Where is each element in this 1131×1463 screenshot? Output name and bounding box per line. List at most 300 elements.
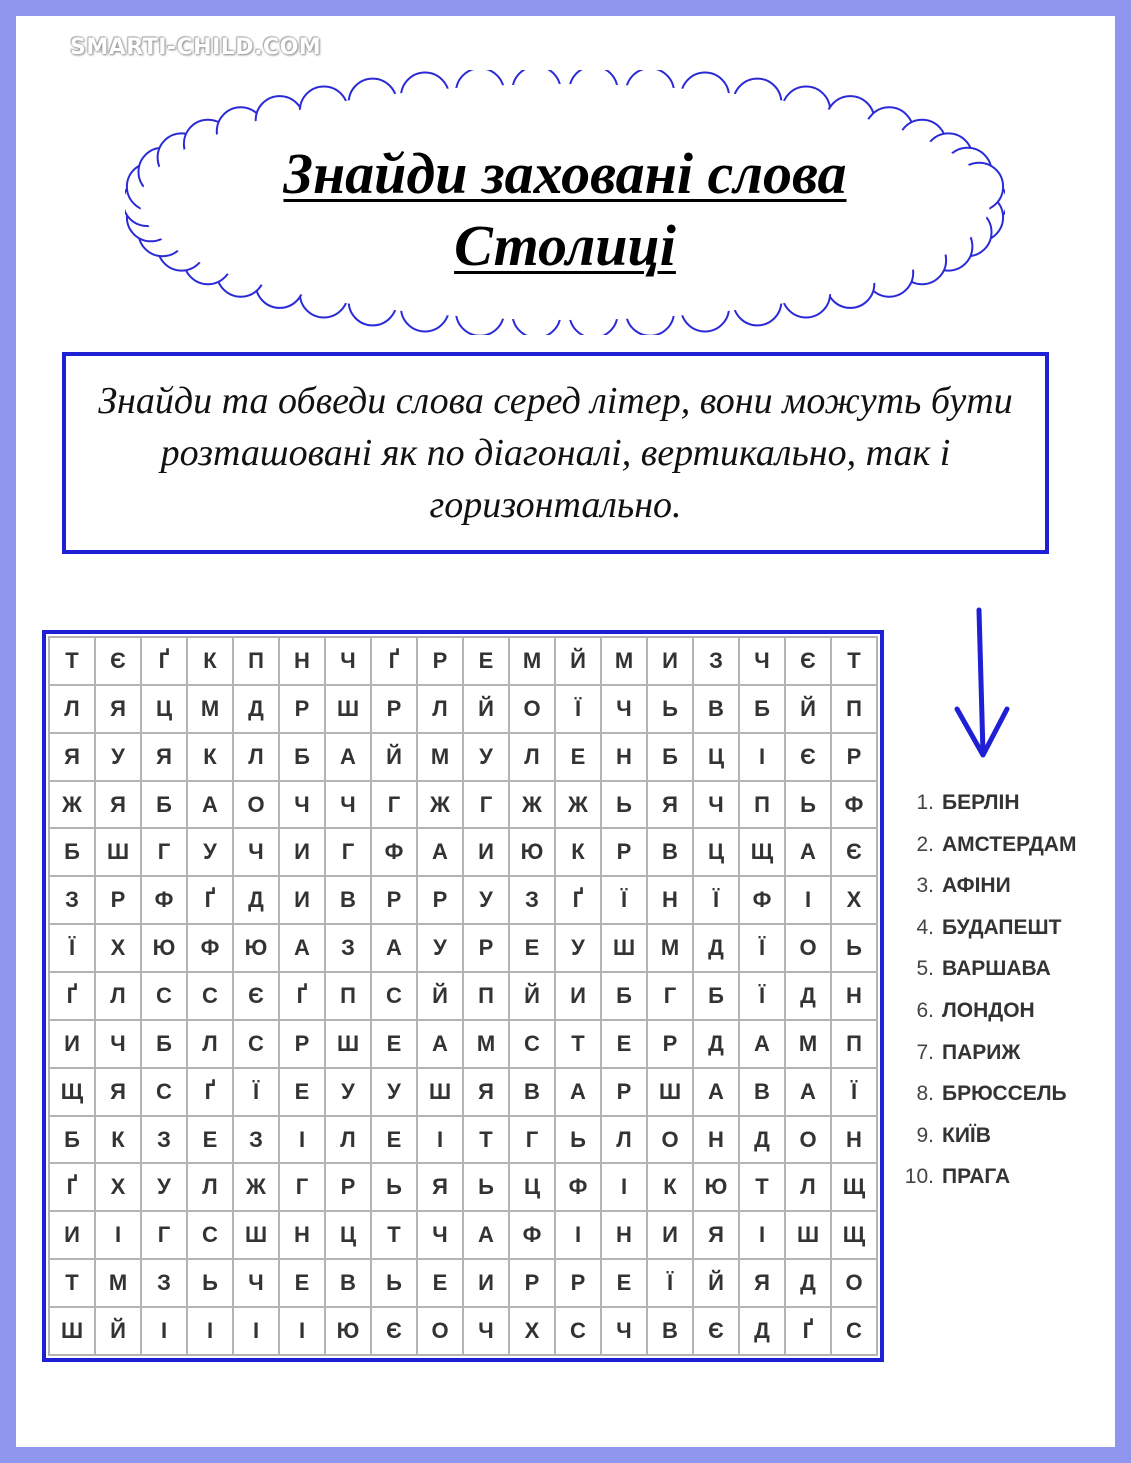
grid-cell[interactable]: Я xyxy=(417,1163,463,1211)
grid-cell[interactable]: Й xyxy=(509,972,555,1020)
word-list-item xyxy=(898,1156,1076,1198)
grid-cell[interactable]: Ь xyxy=(187,1259,233,1307)
grid-cell[interactable]: Й xyxy=(95,1307,141,1355)
grid-cell[interactable]: Т xyxy=(49,637,95,685)
grid-cell[interactable]: У xyxy=(463,733,509,781)
grid-cell[interactable]: Щ xyxy=(739,828,785,876)
grid-cell[interactable]: Ю xyxy=(233,924,279,972)
grid-cell[interactable]: У xyxy=(141,1163,187,1211)
grid-cell[interactable]: И xyxy=(463,1259,509,1307)
instruction-text: Знайди та обведи слова серед літер, вони можуть бути розташовані як по діагоналі, вертикально, так і горизонтально. xyxy=(98,380,1013,526)
grid-cell[interactable]: Ґ xyxy=(141,637,187,685)
grid-cell[interactable]: Є xyxy=(785,637,831,685)
grid-cell[interactable]: Л xyxy=(601,1116,647,1164)
grid-cell[interactable]: У xyxy=(95,733,141,781)
grid-cell[interactable]: Б xyxy=(647,733,693,781)
grid-cell[interactable]: Т xyxy=(371,1211,417,1259)
grid-cell[interactable]: Е xyxy=(187,1116,233,1164)
grid-cell[interactable]: О xyxy=(509,685,555,733)
grid-cell[interactable]: И xyxy=(555,972,601,1020)
grid-cell[interactable]: Т xyxy=(555,1020,601,1068)
grid-cell[interactable]: К xyxy=(187,733,233,781)
grid-cell[interactable]: А xyxy=(463,1211,509,1259)
grid-cell[interactable]: Р xyxy=(371,685,417,733)
grid-cell[interactable]: Ю xyxy=(325,1307,371,1355)
grid-cell[interactable]: Р xyxy=(463,924,509,972)
grid-cell[interactable]: Р xyxy=(95,876,141,924)
word-number: 7. xyxy=(916,1040,934,1064)
grid-cell[interactable]: А xyxy=(555,1068,601,1116)
grid-cell[interactable]: З xyxy=(693,637,739,685)
grid-cell[interactable]: Ц xyxy=(509,1163,555,1211)
grid-cell[interactable]: В xyxy=(693,685,739,733)
grid-cell[interactable]: Л xyxy=(785,1163,831,1211)
word-number: 5. xyxy=(916,957,934,981)
word-number: 9. xyxy=(916,1123,934,1147)
grid-cell[interactable]: Щ xyxy=(49,1068,95,1116)
grid-cell[interactable]: Н xyxy=(601,733,647,781)
grid-cell[interactable]: М xyxy=(601,637,647,685)
grid-cell[interactable]: Е xyxy=(509,924,555,972)
grid-cell[interactable]: Я xyxy=(463,1068,509,1116)
word-list-item xyxy=(898,948,1076,990)
grid-cell[interactable]: Т xyxy=(831,637,877,685)
grid-cell[interactable]: Е xyxy=(371,1020,417,1068)
grid-cell[interactable]: Б xyxy=(141,1020,187,1068)
grid-cell[interactable]: Д xyxy=(693,924,739,972)
grid-cell[interactable]: О xyxy=(417,1307,463,1355)
grid-cell[interactable]: Ш xyxy=(601,924,647,972)
grid-cell[interactable]: Ц xyxy=(693,828,739,876)
word-label: ПАРИЖ xyxy=(942,1040,1021,1064)
grid-cell[interactable]: Ґ xyxy=(371,637,417,685)
grid-cell[interactable]: Н xyxy=(693,1116,739,1164)
grid-cell[interactable]: У xyxy=(463,876,509,924)
grid-cell[interactable]: Ч xyxy=(325,781,371,829)
grid-cell[interactable]: А xyxy=(325,733,371,781)
grid-cell[interactable]: М xyxy=(463,1020,509,1068)
grid-cell[interactable]: Ш xyxy=(95,828,141,876)
grid-cell[interactable]: Ф xyxy=(739,876,785,924)
grid-cell[interactable]: Ґ xyxy=(785,1307,831,1355)
grid-cell[interactable]: Ж xyxy=(509,781,555,829)
grid-cell[interactable]: А xyxy=(785,1068,831,1116)
grid-cell[interactable]: Г xyxy=(509,1116,555,1164)
grid-cell[interactable]: Й xyxy=(785,685,831,733)
grid-cell[interactable]: Щ xyxy=(831,1211,877,1259)
grid-cell[interactable]: Я xyxy=(739,1259,785,1307)
grid-cell[interactable]: Я xyxy=(693,1211,739,1259)
grid-cell[interactable]: В xyxy=(647,828,693,876)
grid-cell[interactable]: Ґ xyxy=(187,876,233,924)
grid-cell[interactable]: Й xyxy=(417,972,463,1020)
grid-cell[interactable]: У xyxy=(325,1068,371,1116)
grid-cell[interactable]: І xyxy=(233,1307,279,1355)
grid-cell[interactable]: Ю xyxy=(141,924,187,972)
grid-cell[interactable]: И xyxy=(279,828,325,876)
word-list-item xyxy=(898,1032,1076,1074)
grid-cell[interactable]: Б xyxy=(49,1116,95,1164)
grid-cell[interactable]: З xyxy=(233,1116,279,1164)
grid-cell[interactable]: С xyxy=(509,1020,555,1068)
grid-cell[interactable]: І xyxy=(279,1116,325,1164)
grid-cell[interactable]: Й xyxy=(463,685,509,733)
grid-cell[interactable]: Ф xyxy=(371,828,417,876)
grid-cell[interactable]: А xyxy=(417,1020,463,1068)
grid-cell[interactable]: Т xyxy=(49,1259,95,1307)
grid-cell[interactable]: О xyxy=(831,1259,877,1307)
grid-cell[interactable]: Е xyxy=(463,637,509,685)
grid-cell[interactable]: Ї xyxy=(739,924,785,972)
grid-cell[interactable]: Б xyxy=(739,685,785,733)
grid-cell[interactable]: Я xyxy=(95,781,141,829)
grid-cell[interactable]: І xyxy=(785,876,831,924)
grid-cell[interactable]: Ч xyxy=(233,1259,279,1307)
grid-cell[interactable]: И xyxy=(647,637,693,685)
grid-cell[interactable]: Р xyxy=(417,637,463,685)
grid-cell[interactable]: Д xyxy=(233,876,279,924)
grid-cell[interactable]: П xyxy=(831,685,877,733)
grid-cell[interactable]: І xyxy=(141,1307,187,1355)
grid-cell[interactable]: Ш xyxy=(647,1068,693,1116)
word-list-item xyxy=(898,824,1076,866)
grid-cell[interactable]: Ф xyxy=(831,781,877,829)
grid-cell[interactable]: Щ xyxy=(831,1163,877,1211)
grid-cell[interactable]: А xyxy=(279,924,325,972)
grid-cell[interactable]: О xyxy=(785,1116,831,1164)
grid-cell[interactable]: Ф xyxy=(555,1163,601,1211)
grid-cell[interactable]: Ь xyxy=(601,781,647,829)
grid-cell[interactable]: Б xyxy=(693,972,739,1020)
grid-cell[interactable]: Ї xyxy=(49,924,95,972)
grid-cell[interactable]: Й xyxy=(693,1259,739,1307)
grid-cell[interactable]: М xyxy=(417,733,463,781)
grid-cell[interactable]: Р xyxy=(279,685,325,733)
grid-cell[interactable]: И xyxy=(279,876,325,924)
grid-cell[interactable]: Ґ xyxy=(49,1163,95,1211)
grid-cell[interactable]: Р xyxy=(831,733,877,781)
word-label: БУДАПЕШТ xyxy=(942,915,1062,939)
grid-cell[interactable]: Ш xyxy=(325,1020,371,1068)
grid-cell[interactable]: Х xyxy=(509,1307,555,1355)
grid-cell[interactable]: Д xyxy=(785,972,831,1020)
grid-cell[interactable]: Є xyxy=(785,733,831,781)
grid-cell[interactable]: М xyxy=(187,685,233,733)
grid-cell[interactable]: Д xyxy=(739,1116,785,1164)
grid-cell[interactable]: Ю xyxy=(509,828,555,876)
grid-cell[interactable]: Л xyxy=(233,733,279,781)
grid-cell[interactable]: В xyxy=(509,1068,555,1116)
grid-cell[interactable]: І xyxy=(555,1211,601,1259)
grid-cell[interactable]: Н xyxy=(279,637,325,685)
word-search-grid xyxy=(48,636,878,1356)
grid-cell[interactable]: З xyxy=(509,876,555,924)
grid-cell[interactable]: З xyxy=(141,1259,187,1307)
grid-cell[interactable]: Ь xyxy=(647,685,693,733)
grid-cell[interactable]: П xyxy=(739,781,785,829)
grid-cell[interactable]: Н xyxy=(831,972,877,1020)
grid-cell[interactable]: Х xyxy=(831,876,877,924)
grid-cell[interactable]: Д xyxy=(693,1020,739,1068)
word-list-item xyxy=(898,1115,1076,1157)
grid-cell[interactable]: Л xyxy=(417,685,463,733)
grid-cell[interactable]: Б xyxy=(49,828,95,876)
grid-cell[interactable]: Е xyxy=(601,1020,647,1068)
grid-cell[interactable]: Ь xyxy=(371,1163,417,1211)
grid-cell[interactable]: У xyxy=(371,1068,417,1116)
word-label: ВАРШАВА xyxy=(942,957,1051,981)
grid-cell[interactable]: И xyxy=(463,828,509,876)
grid-cell[interactable]: І xyxy=(279,1307,325,1355)
grid-cell[interactable]: Д xyxy=(739,1307,785,1355)
grid-cell[interactable]: Л xyxy=(49,685,95,733)
grid-cell[interactable]: Ш xyxy=(233,1211,279,1259)
grid-cell[interactable]: Я xyxy=(647,781,693,829)
grid-cell[interactable]: А xyxy=(187,781,233,829)
grid-cell[interactable]: Г xyxy=(325,828,371,876)
grid-cell[interactable]: Ї xyxy=(831,1068,877,1116)
grid-cell[interactable]: Ч xyxy=(601,685,647,733)
grid-cell[interactable]: Л xyxy=(509,733,555,781)
grid-cell[interactable]: Ї xyxy=(647,1259,693,1307)
grid-cell[interactable]: З xyxy=(141,1116,187,1164)
grid-cell[interactable]: Л xyxy=(187,1020,233,1068)
grid-cell[interactable]: Е xyxy=(371,1116,417,1164)
grid-cell[interactable]: Ч xyxy=(601,1307,647,1355)
grid-cell[interactable]: Л xyxy=(95,972,141,1020)
grid-cell[interactable]: И xyxy=(49,1020,95,1068)
grid-cell[interactable]: Ч xyxy=(463,1307,509,1355)
grid-cell[interactable]: Ш xyxy=(49,1307,95,1355)
grid-cell[interactable]: Ф xyxy=(509,1211,555,1259)
grid-cell[interactable]: У xyxy=(187,828,233,876)
grid-cell[interactable]: Ч xyxy=(739,637,785,685)
grid-cell[interactable]: Р xyxy=(279,1020,325,1068)
grid-cell[interactable]: Ч xyxy=(95,1020,141,1068)
grid-cell[interactable]: Ч xyxy=(233,828,279,876)
grid-row xyxy=(49,1211,877,1259)
grid-cell[interactable]: Ш xyxy=(325,685,371,733)
grid-cell[interactable]: Х xyxy=(95,924,141,972)
grid-cell[interactable]: А xyxy=(739,1020,785,1068)
grid-cell[interactable]: В xyxy=(739,1068,785,1116)
grid-cell[interactable]: І xyxy=(417,1116,463,1164)
word-list-item xyxy=(898,990,1076,1032)
grid-cell[interactable]: А xyxy=(371,924,417,972)
grid-cell[interactable]: Д xyxy=(785,1259,831,1307)
grid-cell[interactable]: В xyxy=(647,1307,693,1355)
grid-cell[interactable]: Г xyxy=(463,781,509,829)
grid-cell[interactable]: Ж xyxy=(233,1163,279,1211)
grid-cell[interactable]: Ґ xyxy=(279,972,325,1020)
grid-cell[interactable]: Р xyxy=(601,828,647,876)
grid-cell[interactable]: С xyxy=(831,1307,877,1355)
word-list-item xyxy=(898,865,1076,907)
grid-cell[interactable]: Е xyxy=(601,1259,647,1307)
grid-cell[interactable]: Б xyxy=(141,781,187,829)
grid-cell[interactable]: И xyxy=(49,1211,95,1259)
grid-cell[interactable]: Г xyxy=(141,1211,187,1259)
grid-cell[interactable]: Р xyxy=(371,876,417,924)
grid-cell[interactable]: Р xyxy=(555,1259,601,1307)
grid-cell[interactable]: М xyxy=(95,1259,141,1307)
word-number: 1. xyxy=(916,791,934,814)
title-line-1: Знайди заховані слова xyxy=(283,141,847,206)
grid-cell[interactable]: І xyxy=(601,1163,647,1211)
grid-cell[interactable]: Ї xyxy=(601,876,647,924)
grid-cell[interactable]: Ф xyxy=(141,876,187,924)
grid-cell[interactable]: Й xyxy=(371,733,417,781)
grid-cell[interactable]: О xyxy=(785,924,831,972)
grid-cell[interactable]: С xyxy=(141,972,187,1020)
grid-cell[interactable]: Ї xyxy=(233,1068,279,1116)
grid-cell[interactable]: П xyxy=(233,637,279,685)
grid-cell[interactable]: Г xyxy=(647,972,693,1020)
grid-row xyxy=(49,733,877,781)
grid-cell[interactable]: Т xyxy=(463,1116,509,1164)
grid-cell[interactable]: Ч xyxy=(325,637,371,685)
grid-cell[interactable]: Р xyxy=(325,1163,371,1211)
grid-cell[interactable]: Р xyxy=(509,1259,555,1307)
grid-cell[interactable]: М xyxy=(509,637,555,685)
grid-cell[interactable]: Є xyxy=(693,1307,739,1355)
grid-cell[interactable]: Р xyxy=(601,1068,647,1116)
grid-cell[interactable]: Ф xyxy=(187,924,233,972)
grid-cell[interactable]: Н xyxy=(831,1116,877,1164)
grid-cell[interactable]: Т xyxy=(739,1163,785,1211)
grid-cell[interactable]: Є xyxy=(95,637,141,685)
grid-cell[interactable]: Г xyxy=(371,781,417,829)
grid-cell[interactable]: С xyxy=(141,1068,187,1116)
grid-cell[interactable]: П xyxy=(831,1020,877,1068)
grid-cell[interactable]: Ю xyxy=(693,1163,739,1211)
grid-cell[interactable]: И xyxy=(647,1211,693,1259)
word-list-item xyxy=(898,907,1076,949)
grid-cell[interactable]: Ї xyxy=(739,972,785,1020)
grid-cell[interactable]: І xyxy=(739,733,785,781)
grid-cell[interactable]: К xyxy=(187,637,233,685)
word-list-item xyxy=(898,1073,1076,1115)
word-label: АМСТЕРДАМ xyxy=(942,832,1077,856)
grid-cell[interactable]: Ц xyxy=(693,733,739,781)
grid-cell[interactable]: У xyxy=(555,924,601,972)
grid-cell[interactable]: Ц xyxy=(141,685,187,733)
grid-cell[interactable]: К xyxy=(555,828,601,876)
grid-cell[interactable]: Я xyxy=(141,733,187,781)
grid-cell[interactable]: Ґ xyxy=(187,1068,233,1116)
grid-cell[interactable]: К xyxy=(95,1116,141,1164)
grid-cell[interactable]: Ч xyxy=(417,1211,463,1259)
grid-cell[interactable]: А xyxy=(417,828,463,876)
grid-cell[interactable]: І xyxy=(739,1211,785,1259)
grid-cell[interactable]: Ї xyxy=(555,685,601,733)
grid-cell[interactable]: Я xyxy=(95,685,141,733)
grid-cell[interactable]: Е xyxy=(555,733,601,781)
grid-cell[interactable]: Є xyxy=(233,972,279,1020)
grid-cell[interactable]: К xyxy=(647,1163,693,1211)
grid-cell[interactable]: Я xyxy=(95,1068,141,1116)
grid-cell[interactable]: А xyxy=(785,828,831,876)
grid-cell[interactable]: П xyxy=(325,972,371,1020)
grid-cell[interactable]: Л xyxy=(187,1163,233,1211)
grid-cell[interactable]: З xyxy=(325,924,371,972)
grid-row xyxy=(49,924,877,972)
grid-cell[interactable]: І xyxy=(187,1307,233,1355)
grid-cell[interactable]: О xyxy=(647,1116,693,1164)
grid-cell[interactable]: Р xyxy=(647,1020,693,1068)
grid-cell[interactable]: Є xyxy=(371,1307,417,1355)
grid-cell[interactable]: С xyxy=(187,1211,233,1259)
grid-cell[interactable]: С xyxy=(371,972,417,1020)
down-arrow-icon xyxy=(945,605,1025,765)
grid-cell[interactable]: Х xyxy=(95,1163,141,1211)
grid-cell[interactable]: Н xyxy=(279,1211,325,1259)
grid-row xyxy=(49,828,877,876)
grid-cell[interactable]: О xyxy=(233,781,279,829)
grid-cell[interactable]: Я xyxy=(49,733,95,781)
grid-cell[interactable]: Ь xyxy=(785,781,831,829)
grid-cell[interactable]: Ч xyxy=(693,781,739,829)
instruction-box xyxy=(62,352,1049,554)
grid-row xyxy=(49,876,877,924)
grid-cell[interactable]: П xyxy=(463,972,509,1020)
grid-cell[interactable]: Ь xyxy=(371,1259,417,1307)
grid-cell[interactable]: Л xyxy=(325,1116,371,1164)
grid-cell[interactable]: Ц xyxy=(325,1211,371,1259)
grid-cell[interactable]: С xyxy=(233,1020,279,1068)
grid-cell[interactable]: Н xyxy=(601,1211,647,1259)
grid-cell[interactable]: Н xyxy=(647,876,693,924)
grid-cell[interactable]: З xyxy=(49,876,95,924)
grid-cell[interactable]: В xyxy=(325,1259,371,1307)
grid-cell[interactable]: М xyxy=(647,924,693,972)
grid-cell[interactable]: Ґ xyxy=(49,972,95,1020)
grid-cell[interactable]: Г xyxy=(141,828,187,876)
grid-cell[interactable]: У xyxy=(417,924,463,972)
grid-cell[interactable]: Б xyxy=(279,733,325,781)
grid-cell[interactable]: Ш xyxy=(417,1068,463,1116)
grid-cell[interactable]: Р xyxy=(417,876,463,924)
grid-cell[interactable]: Ж xyxy=(417,781,463,829)
grid-cell[interactable]: Ж xyxy=(49,781,95,829)
word-label: БЕРЛІН xyxy=(942,791,1020,814)
grid-cell[interactable]: Ь xyxy=(831,924,877,972)
grid-cell[interactable]: С xyxy=(555,1307,601,1355)
word-label: АФІНИ xyxy=(942,874,1011,898)
grid-cell[interactable]: Г xyxy=(279,1163,325,1211)
grid-cell[interactable]: Е xyxy=(279,1068,325,1116)
grid-cell[interactable]: Ш xyxy=(785,1211,831,1259)
grid-cell[interactable]: Д xyxy=(233,685,279,733)
grid-cell[interactable]: С xyxy=(187,972,233,1020)
grid-cell[interactable]: Ї xyxy=(693,876,739,924)
grid-cell[interactable]: І xyxy=(95,1211,141,1259)
grid-cell[interactable]: Ь xyxy=(555,1116,601,1164)
grid-cell[interactable]: Е xyxy=(279,1259,325,1307)
grid-cell[interactable]: Є xyxy=(831,828,877,876)
grid-cell[interactable]: Ь xyxy=(463,1163,509,1211)
grid-cell[interactable]: А xyxy=(693,1068,739,1116)
word-number: 2. xyxy=(916,832,934,856)
grid-cell[interactable]: Е xyxy=(417,1259,463,1307)
grid-cell[interactable]: М xyxy=(785,1020,831,1068)
grid-cell[interactable]: Б xyxy=(601,972,647,1020)
grid-cell[interactable]: Ч xyxy=(279,781,325,829)
grid-cell[interactable]: В xyxy=(325,876,371,924)
grid-cell[interactable]: Ґ xyxy=(555,876,601,924)
grid-cell[interactable]: Й xyxy=(555,637,601,685)
grid-cell[interactable]: Ж xyxy=(555,781,601,829)
